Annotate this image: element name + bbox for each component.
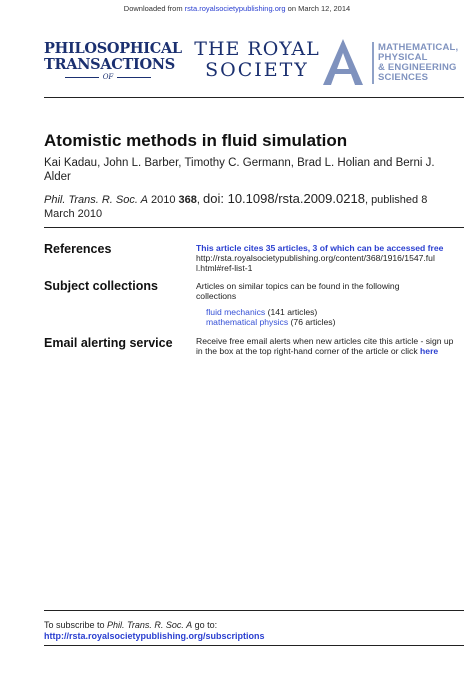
download-note-date: on March 12, 2014 — [287, 4, 351, 13]
download-note — [0, 4, 474, 13]
subscribe-link[interactable]: http://rsta.royalsocietypublishing.org/subscriptions — [44, 631, 265, 641]
subscribe-suffix: go to: — [194, 620, 218, 630]
subject-line: MATHEMATICAL, — [378, 42, 459, 53]
download-note-prefix: Downloaded from — [123, 4, 183, 13]
topic-count: (76 articles) — [290, 317, 336, 327]
collections-intro: collections — [196, 291, 237, 301]
royal-society-logo — [182, 40, 332, 80]
topic-link-fluid-mechanics[interactable]: fluid mechanics — [206, 307, 266, 317]
alerting-line: Receive free email alerts when new articles cite this article - sign up — [196, 336, 454, 346]
citation-rule — [44, 227, 464, 228]
logo-of: OF — [44, 74, 172, 81]
citation-published: published 8 — [371, 194, 428, 206]
subject-line: SCIENCES — [378, 72, 429, 83]
collections-intro: Articles on similar topics can be found in the following — [196, 281, 400, 291]
email-alerting-label: Email alerting service — [44, 336, 173, 350]
download-source-link[interactable]: rsta.royalsocietypublishing.org — [184, 4, 286, 13]
references-label: References — [44, 242, 112, 256]
list-item — [206, 307, 464, 317]
footer-rule-bottom — [44, 645, 464, 646]
article-authors — [44, 156, 454, 184]
subject-collections-label: Subject collections — [44, 279, 158, 293]
journal-a-icon — [320, 38, 366, 86]
subject-collections-text — [196, 281, 464, 327]
journal-masthead — [44, 40, 464, 90]
subscribe-note — [44, 620, 464, 642]
subscribe-prefix: To subscribe to — [44, 620, 105, 630]
article-citation: Phil. Trans. R. Soc. A 2010 368, doi: 10.1098/rsta.2009.0218, published 8 March 2010 — [44, 191, 428, 220]
logo-philosophical: PHILOSOPHICAL — [44, 40, 182, 57]
references-url: l.html#ref-list-1 — [196, 263, 253, 273]
authors-line: Kai Kadau, John L. Barber, Timothy C. Germann, Brad L. Holian and Berni J. — [44, 157, 435, 169]
logo-society: SOCIETY — [205, 59, 309, 81]
references-text — [196, 243, 464, 273]
topic-link-mathematical-physics[interactable]: mathematical physics — [206, 317, 289, 327]
citation-year: 2010 — [150, 194, 176, 206]
subject-area-lines — [378, 43, 474, 83]
citation-doi: doi: 10.1098/rsta.2009.0218 — [203, 191, 365, 206]
footer-rule-top — [44, 610, 464, 611]
email-alerting-text — [196, 336, 464, 356]
alerting-line: in the box at the top right-hand corner of the article or click — [196, 346, 418, 356]
topic-count: (141 articles) — [267, 307, 318, 317]
alert-signup-link[interactable]: here — [420, 346, 439, 356]
logo-the-royal: THE ROYAL — [194, 38, 320, 60]
authors-line: Alder — [44, 171, 71, 183]
topic-list — [196, 307, 464, 327]
subject-line: & ENGINEERING — [378, 62, 457, 73]
references-url: http://rsta.royalsocietypublishing.org/content/368/1916/1547.ful — [196, 253, 435, 263]
article-title: Atomistic methods in fluid simulation — [44, 131, 348, 150]
logo-transactions: TRANSACTIONS — [44, 55, 175, 73]
masthead-divider — [372, 42, 374, 84]
subject-line: PHYSICAL — [378, 52, 428, 63]
citation-published-date: March 2010 — [44, 208, 103, 220]
citation-journal: Phil. Trans. R. Soc. A — [44, 194, 148, 206]
header-rule — [44, 97, 464, 98]
subscribe-journal: Phil. Trans. R. Soc. A — [107, 620, 193, 630]
citation-volume: 368 — [178, 194, 197, 206]
list-item — [206, 317, 464, 327]
references-link[interactable]: This article cites 35 articles, 3 of which can be accessed free — [196, 243, 444, 253]
phil-trans-logo — [44, 40, 182, 81]
